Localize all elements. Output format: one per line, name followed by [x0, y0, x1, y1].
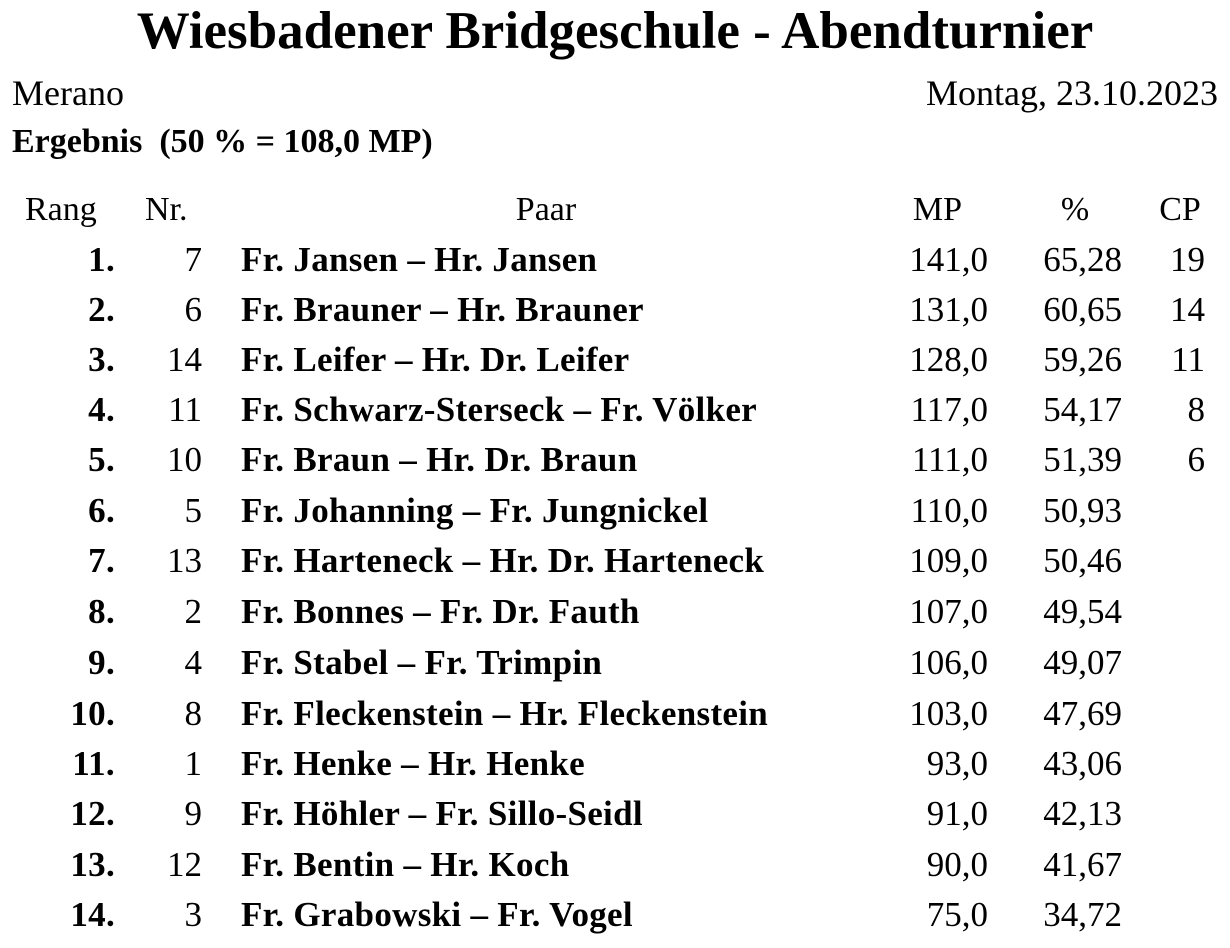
percent-cell: 54,17: [1043, 390, 1122, 429]
rank-cell: 6.: [88, 491, 115, 530]
matchpoints-cell: 141,0: [909, 240, 988, 279]
header-cp: CP: [1159, 191, 1201, 228]
rank-cell: 11.: [72, 744, 115, 783]
pair-names-cell: Fr. Henke – Hr. Henke: [241, 744, 585, 783]
pair-names-cell: Fr. Leifer – Hr. Dr. Leifer: [241, 340, 630, 379]
percent-cell: 59,26: [1043, 340, 1122, 379]
rank-cell: 14.: [70, 895, 115, 934]
matchpoints-cell: 131,0: [909, 290, 988, 329]
rank-cell: 4.: [88, 390, 115, 429]
pair-number-cell: 8: [184, 694, 202, 733]
table-row: [0, 890, 1230, 940]
pair-number-cell: 11: [168, 390, 202, 429]
percent-cell: 60,65: [1043, 290, 1122, 329]
rank-cell: 9.: [88, 643, 115, 682]
table-row: [0, 587, 1230, 637]
pair-number-cell: 7: [184, 240, 202, 279]
matchpoints-cell: 111,0: [911, 440, 988, 479]
matchpoints-cell: 91,0: [926, 794, 988, 833]
percent-cell: 51,39: [1043, 440, 1122, 479]
rank-cell: 5.: [88, 440, 115, 479]
percent-cell: 65,28: [1043, 240, 1122, 279]
percent-cell: 34,72: [1043, 895, 1122, 934]
matchpoints-cell: 109,0: [909, 541, 988, 580]
pair-names-cell: Fr. Höhler – Fr. Sillo-Seidl: [241, 794, 643, 833]
table-row: [0, 335, 1230, 385]
matchpoints-cell: 106,0: [909, 643, 988, 682]
header-percent: %: [1060, 191, 1090, 228]
matchpoints-cell: 128,0: [909, 340, 988, 379]
percent-cell: 50,46: [1043, 541, 1122, 580]
pair-number-cell: 1: [184, 744, 202, 783]
clubpoints-cell: 11: [1171, 340, 1205, 379]
matchpoints-cell: 103,0: [909, 694, 988, 733]
pair-names-cell: Fr. Jansen – Hr. Jansen: [241, 240, 598, 279]
percent-cell: 49,07: [1043, 643, 1122, 682]
header-paar: Paar: [515, 191, 577, 228]
pair-number-cell: 2: [184, 592, 202, 631]
venue-label: Merano: [12, 73, 124, 113]
pair-number-cell: 10: [167, 440, 202, 479]
rank-cell: 1.: [88, 240, 115, 279]
pair-number-cell: 9: [184, 794, 202, 833]
table-row: [0, 285, 1230, 335]
table-row: [0, 385, 1230, 435]
percent-cell: 42,13: [1043, 794, 1122, 833]
pair-names-cell: Fr. Fleckenstein – Hr. Fleckenstein: [241, 694, 769, 733]
pair-names-cell: Fr. Bentin – Hr. Koch: [241, 845, 570, 884]
table-row: [0, 536, 1230, 586]
pair-names-cell: Fr. Braun – Hr. Dr. Braun: [241, 440, 638, 479]
pair-number-cell: 4: [184, 643, 202, 682]
pair-names-cell: Fr. Grabowski – Fr. Vogel: [241, 895, 633, 934]
table-row: [0, 638, 1230, 688]
pair-names-cell: Fr. Johanning – Fr. Jungnickel: [241, 491, 709, 530]
rank-cell: 10.: [70, 694, 115, 733]
pair-number-cell: 6: [184, 290, 202, 329]
percent-cell: 43,06: [1043, 744, 1122, 783]
table-row: [0, 235, 1230, 285]
rank-cell: 12.: [70, 794, 115, 833]
page-title: Wiesbadener Bridgeschule - Abendturnier: [136, 2, 1094, 60]
table-row: [0, 739, 1230, 789]
clubpoints-cell: 8: [1187, 390, 1205, 429]
matchpoints-cell: 93,0: [926, 744, 988, 783]
matchpoints-cell: 107,0: [909, 592, 988, 631]
table-row: [0, 789, 1230, 839]
rank-cell: 3.: [88, 340, 115, 379]
table-row: [0, 435, 1230, 485]
result-heading: Ergebnis (50 % = 108,0 MP): [12, 123, 433, 160]
matchpoints-cell: 90,0: [926, 845, 988, 884]
pair-names-cell: Fr. Bonnes – Fr. Dr. Fauth: [241, 592, 640, 631]
pair-names-cell: Fr. Harteneck – Hr. Dr. Harteneck: [241, 541, 765, 580]
pair-names-cell: Fr. Stabel – Fr. Trimpin: [241, 643, 603, 682]
pair-number-cell: 5: [184, 491, 202, 530]
matchpoints-cell: 110,0: [910, 491, 988, 530]
table-row: [0, 689, 1230, 739]
clubpoints-cell: 14: [1170, 290, 1205, 329]
table-row: [0, 486, 1230, 536]
percent-cell: 47,69: [1043, 694, 1122, 733]
percent-cell: 50,93: [1043, 491, 1122, 530]
pair-number-cell: 13: [167, 541, 202, 580]
date-label: Montag, 23.10.2023: [926, 73, 1218, 113]
table-row: [0, 840, 1230, 890]
rank-cell: 13.: [70, 845, 115, 884]
rank-cell: 2.: [88, 290, 115, 329]
pair-names-cell: Fr. Schwarz-Sterseck – Fr. Völker: [241, 390, 758, 429]
percent-cell: 49,54: [1043, 592, 1122, 631]
pair-number-cell: 14: [167, 340, 202, 379]
rank-cell: 7.: [88, 541, 115, 580]
table-header-row: [0, 185, 1230, 235]
matchpoints-cell: 117,0: [910, 390, 988, 429]
rank-cell: 8.: [88, 592, 115, 631]
header-nr: Nr.: [145, 191, 188, 228]
matchpoints-cell: 75,0: [926, 895, 988, 934]
header-mp: MP: [912, 191, 963, 228]
clubpoints-cell: 6: [1187, 440, 1205, 479]
header-rang: Rang: [25, 191, 97, 228]
percent-cell: 41,67: [1043, 845, 1122, 884]
pair-number-cell: 12: [167, 845, 202, 884]
pair-names-cell: Fr. Brauner – Hr. Brauner: [241, 290, 644, 329]
clubpoints-cell: 19: [1170, 240, 1205, 279]
pair-number-cell: 3: [184, 895, 202, 934]
